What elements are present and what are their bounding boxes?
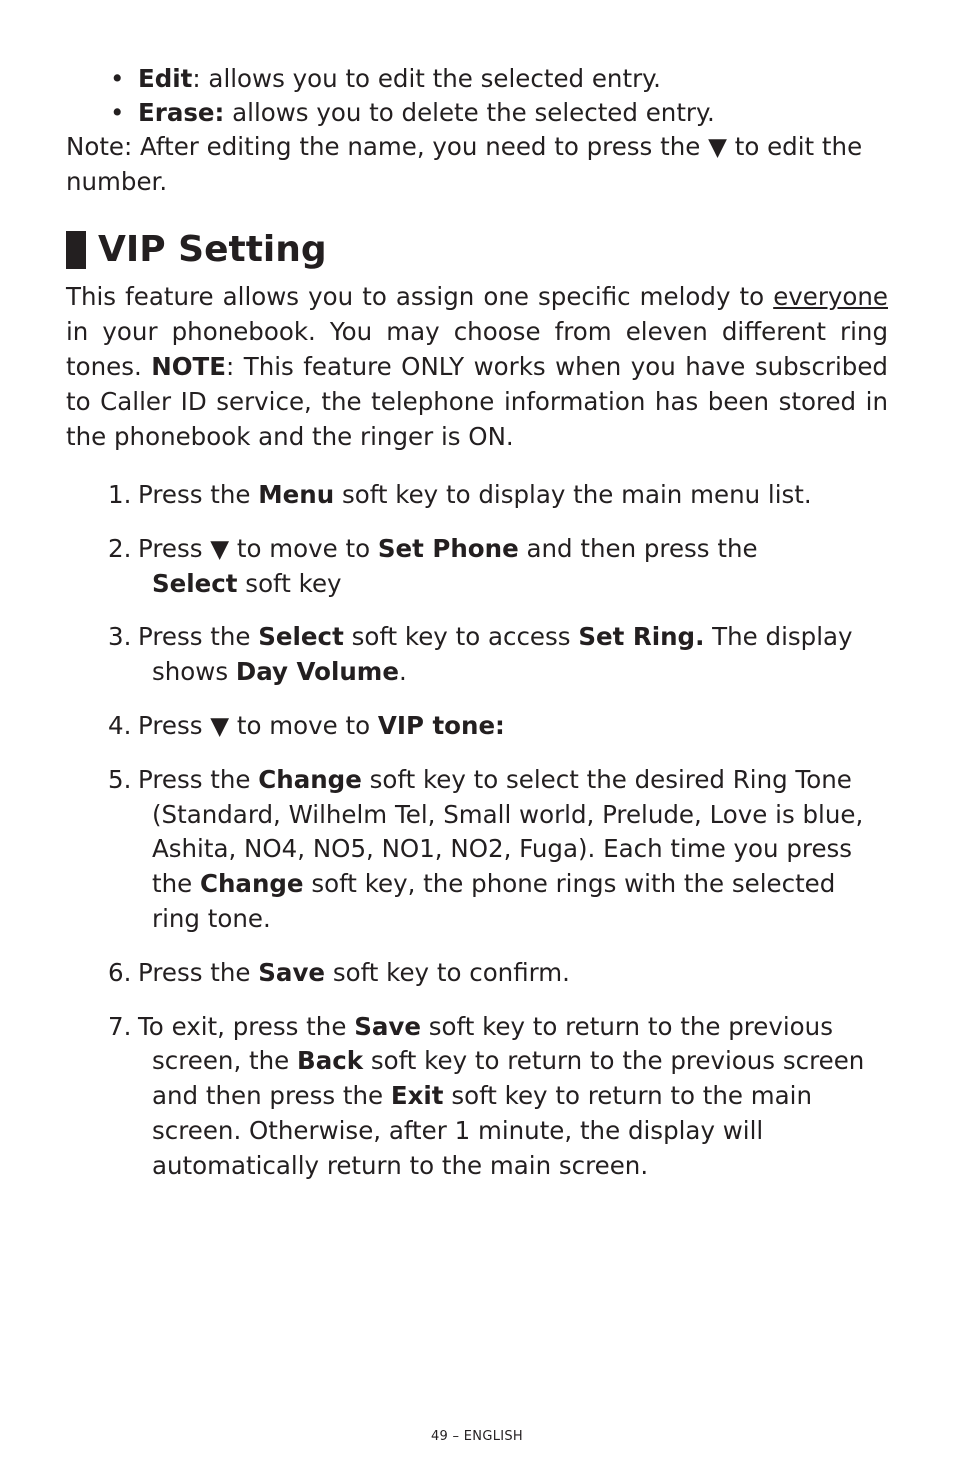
step-text [138, 478, 888, 513]
step-text-part: soft key, the phone rings with the selected ring tone. [152, 869, 836, 933]
bullet-icon: • [110, 98, 125, 127]
page-footer: 49 – ENGLISH [430, 1429, 524, 1444]
step-text-part: Press the [138, 957, 259, 987]
step-text-part: Press the [138, 622, 259, 652]
step-text [138, 1010, 888, 1184]
step-text-part: and then press the [518, 533, 758, 563]
option-list [66, 62, 888, 130]
intro-underlined: everyone [773, 282, 888, 311]
step-3 [66, 620, 888, 690]
option-description: : allows you to edit the selected entry. [192, 64, 661, 93]
step-keyword: Day Volume [235, 657, 399, 687]
step-number: 3. [108, 622, 132, 652]
section-title: VIP Setting [98, 229, 327, 270]
step-text-part: Press the [138, 764, 259, 794]
step-keyword: Save [354, 1011, 421, 1041]
step-text-part: . [398, 657, 407, 687]
step-1 [66, 478, 888, 513]
steps-list [66, 478, 888, 1184]
step-number: 5. [108, 764, 132, 794]
step-text-part: soft key to select the desired Ring Tone (Standard, Wilhelm Tel, Small world, Prelude, Love is blue, Ashita, NO4, NO5, NO1, NO2, Fuga). Each time you press the [152, 764, 864, 899]
step-number: 1. [108, 480, 132, 509]
step-text [138, 532, 888, 602]
step-text-part: soft key to confirm. [325, 957, 570, 987]
step-keyword: Set Phone [377, 533, 519, 563]
heading-bar-icon [66, 231, 86, 269]
step-keyword: Exit [390, 1081, 444, 1111]
step-keyword: Back [297, 1046, 364, 1076]
step-number: 4. [108, 710, 132, 740]
bullet-icon: • [110, 64, 125, 93]
step-text-part: Press ▼ to move to [138, 710, 378, 740]
step-keyword: Menu [258, 480, 335, 509]
step-keyword: Select [152, 568, 238, 598]
step-keyword: Set Ring. [578, 622, 705, 652]
step-text-part: Press the [138, 480, 259, 509]
edit-note: Note: After editing the name, you need to press the ▼ to edit the number. [66, 132, 863, 196]
step-keyword: Change [200, 869, 304, 899]
step-keyword: Change [258, 764, 362, 794]
step-5 [66, 763, 888, 937]
option-term: Edit [138, 64, 193, 93]
step-text-part: To exit, press the [138, 1011, 355, 1041]
intro-text: in your phonebook. You may choose from eleven different ring tones. [66, 317, 888, 381]
step-keyword: Select [258, 622, 344, 652]
step-2 [66, 532, 888, 602]
option-erase [66, 96, 888, 130]
option-description: allows you to delete the selected entry. [224, 98, 715, 127]
step-4 [66, 709, 888, 744]
step-text-part: soft key to access [343, 622, 579, 652]
step-text-part: soft key [237, 568, 342, 598]
option-term: Erase: [138, 98, 225, 127]
step-keyword: Save [258, 957, 326, 987]
step-text-part: soft key to display the main menu list. [334, 480, 812, 509]
step-number: 6. [108, 957, 132, 987]
step-number: 7. [108, 1011, 132, 1041]
step-6 [66, 956, 888, 991]
step-text-part: soft key to return to the previous screen and then press the [152, 1046, 865, 1111]
step-text-part: soft key to return to the previous screen, the [152, 1011, 833, 1076]
intro-text: : This feature ONLY works when you have subscribed to Caller ID service, the telephone information has been stored in the phonebook and the ringer is ON. [66, 352, 888, 451]
option-edit [66, 62, 888, 96]
manual-page [66, 62, 888, 1203]
intro-text: This feature allows you to assign one specific melody to [66, 282, 774, 311]
intro-note-label: NOTE [151, 352, 226, 381]
step-text-part: Press ▼ to move to [138, 533, 378, 563]
section-heading [66, 227, 888, 273]
section-intro [66, 279, 888, 454]
step-text-part: soft key to return to the main screen. Otherwise, after 1 minute, the display will automatically return to the main screen. [152, 1081, 813, 1180]
step-keyword: VIP tone: [377, 710, 505, 740]
step-text [138, 709, 888, 744]
step-text [138, 620, 888, 690]
step-number: 2. [108, 533, 132, 563]
step-7 [66, 1010, 888, 1184]
step-text [138, 763, 888, 937]
step-text [138, 956, 888, 991]
step-text-part: The display shows [152, 622, 853, 687]
